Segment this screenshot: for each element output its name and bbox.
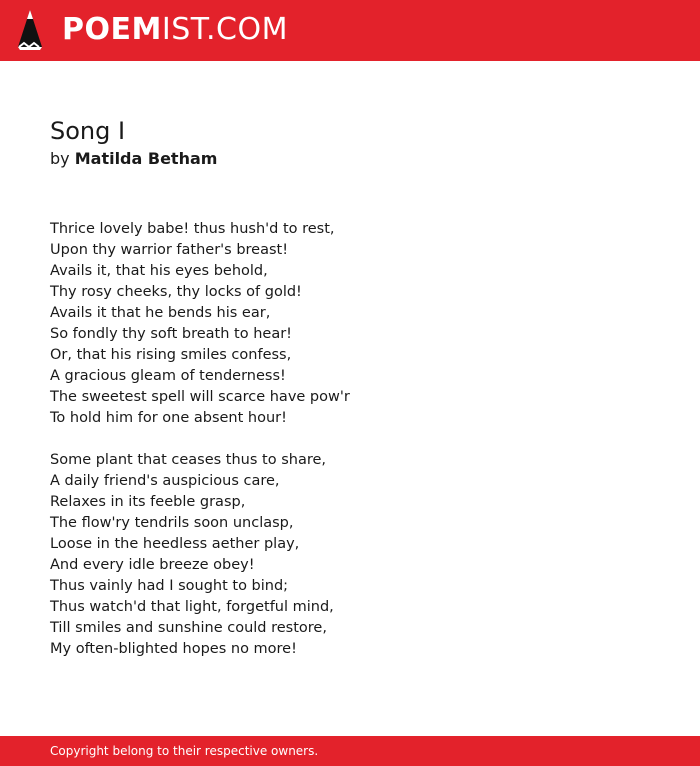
poem-line: Thus vainly had I sought to bind;	[50, 578, 289, 594]
pencil-tip-icon[interactable]	[16, 9, 44, 51]
poem-line: A gracious gleam of tenderness!	[50, 368, 286, 384]
logo-brand-bold: POEM	[62, 12, 162, 47]
poem-title: Song I	[50, 117, 126, 145]
site-header	[0, 0, 700, 61]
site-footer	[0, 736, 700, 766]
poem-line: Avails it, that his eyes behold,	[50, 263, 268, 279]
poem-line: To hold him for one absent hour!	[50, 410, 287, 426]
copyright-text: Copyright belong to their respective owners.	[50, 744, 319, 758]
poem-line: Avails it that he bends his ear,	[50, 305, 271, 321]
poem-line: My often-blighted hopes no more!	[50, 641, 297, 657]
poem-line: Thus watch'd that light, forgetful mind,	[50, 599, 334, 615]
poem-line: Or, that his rising smiles confess,	[50, 347, 292, 363]
poem-line: Upon thy warrior father's breast!	[50, 242, 289, 258]
stanza	[50, 219, 650, 429]
poem-byline	[50, 148, 217, 170]
author-name: Matilda Betham	[74, 149, 218, 168]
poem-line: Thrice lovely babe! thus hush'd to rest,	[50, 221, 335, 237]
poem-line: Till smiles and sunshine could restore,	[50, 620, 327, 636]
poem-line: The flow'ry tendrils soon unclasp,	[50, 515, 294, 531]
poem-body	[50, 219, 650, 681]
poem-line: Relaxes in its feeble grasp,	[50, 494, 246, 510]
poem-line: Some plant that ceases thus to share,	[50, 452, 327, 468]
poem-line: So fondly thy soft breath to hear!	[50, 326, 292, 342]
byline-prefix: by	[50, 149, 70, 168]
poem-line: The sweetest spell will scarce have pow'r	[50, 389, 350, 405]
poem-line: And every idle breeze obey!	[50, 557, 255, 573]
logo-brand-light: IST.COM	[161, 12, 288, 47]
poem-line: A daily friend's auspicious care,	[50, 473, 280, 489]
site-logo[interactable]	[62, 12, 288, 48]
poem-line: Loose in the heedless aether play,	[50, 536, 300, 552]
poem-line: Thy rosy cheeks, thy locks of gold!	[50, 284, 302, 300]
stanza	[50, 450, 650, 660]
